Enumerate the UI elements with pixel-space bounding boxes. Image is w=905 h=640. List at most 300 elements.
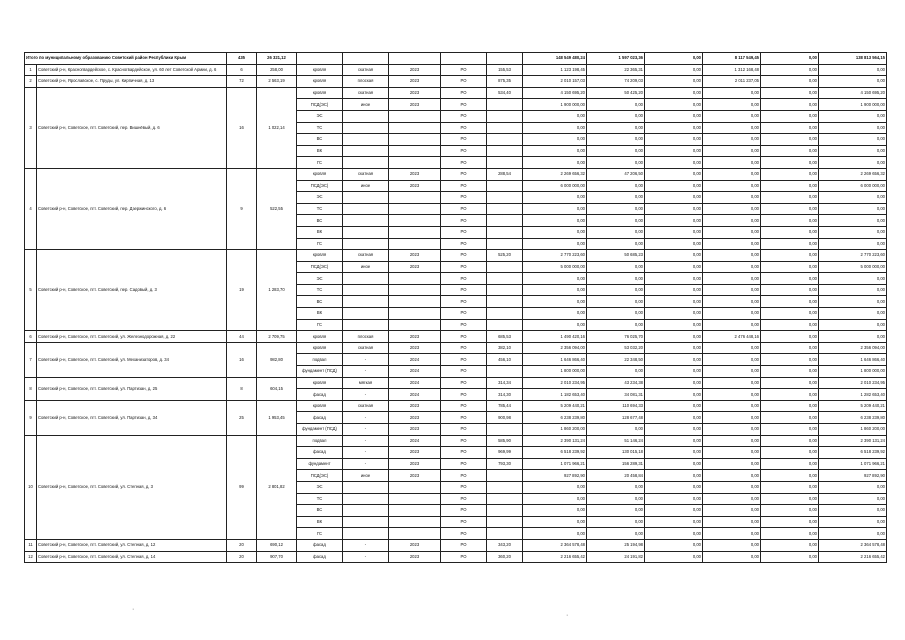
roof-type bbox=[343, 319, 389, 331]
work-type: ВС bbox=[297, 134, 343, 146]
operator: РО bbox=[441, 273, 487, 285]
work-volume bbox=[487, 110, 523, 122]
fund-regional: 0,00 bbox=[703, 250, 761, 262]
house-number: 10 bbox=[25, 435, 37, 539]
work-cost: 927 892,90 bbox=[523, 470, 587, 482]
fund-owners: 6 238 239,80 bbox=[819, 412, 887, 424]
work-type: фундамент (ПСД) bbox=[297, 366, 343, 378]
roof-type: - bbox=[343, 447, 389, 459]
roof-type: мягкая bbox=[343, 377, 389, 389]
specific-cost: 0,00 bbox=[587, 238, 645, 250]
repair-year: 2024 bbox=[389, 389, 441, 401]
repair-year: 2024 bbox=[389, 366, 441, 378]
work-cost: 6 000 000,00 bbox=[523, 180, 587, 192]
fund-federal: 0,00 bbox=[645, 284, 703, 296]
work-volume bbox=[487, 493, 523, 505]
fund-local: 0,00 bbox=[761, 424, 819, 436]
work-volume bbox=[487, 238, 523, 250]
fund-owners: 1 282 653,40 bbox=[819, 389, 887, 401]
fund-owners: 0,00 bbox=[819, 528, 887, 540]
fund-owners: 0,00 bbox=[819, 192, 887, 204]
work-cost: 0,00 bbox=[523, 528, 587, 540]
fund-federal: 0,00 bbox=[645, 342, 703, 354]
work-volume bbox=[487, 284, 523, 296]
specific-cost: 0,00 bbox=[587, 110, 645, 122]
work-type: ГС bbox=[297, 157, 343, 169]
specific-cost: 156 289,31 bbox=[587, 458, 645, 470]
operator: РО bbox=[441, 539, 487, 551]
operator: РО bbox=[441, 76, 487, 88]
fund-owners: 0,00 bbox=[819, 273, 887, 285]
work-cost: 0,00 bbox=[523, 516, 587, 528]
roof-type: - bbox=[343, 458, 389, 470]
work-cost: 0,00 bbox=[523, 122, 587, 134]
specific-cost: 0,00 bbox=[587, 203, 645, 215]
operator: РО bbox=[441, 99, 487, 111]
fund-regional: 0,00 bbox=[703, 470, 761, 482]
fund-regional: 0,00 bbox=[703, 424, 761, 436]
fund-regional: 0,00 bbox=[703, 308, 761, 320]
specific-cost: 130 015,18 bbox=[587, 447, 645, 459]
house-number: 3 bbox=[25, 87, 37, 168]
house-area: 258,00 bbox=[257, 64, 297, 76]
fund-local: 0,00 bbox=[761, 145, 819, 157]
fund-local: 0,00 bbox=[761, 377, 819, 389]
total-area: 26 321,12 bbox=[257, 53, 297, 65]
fund-local: 0,00 bbox=[761, 215, 819, 227]
work-volume: 969,99 bbox=[487, 447, 523, 459]
fund-federal: 0,00 bbox=[645, 493, 703, 505]
work-volume bbox=[487, 470, 523, 482]
roof-type bbox=[343, 296, 389, 308]
table-row bbox=[25, 331, 887, 343]
house-number: 11 bbox=[25, 539, 37, 551]
fund-federal: 0,00 bbox=[645, 296, 703, 308]
fund-regional: 0,00 bbox=[703, 493, 761, 505]
repair-year: 2023 bbox=[389, 331, 441, 343]
work-cost: 2 269 656,32 bbox=[523, 168, 587, 180]
house-number: 9 bbox=[25, 400, 37, 435]
roof-type: - bbox=[343, 424, 389, 436]
work-cost: 0,00 bbox=[523, 110, 587, 122]
fund-federal: 0,00 bbox=[645, 273, 703, 285]
fund-regional: 0,00 bbox=[703, 273, 761, 285]
house-address: Советский р-н, Советское, пгт. Советский, ул. Железнодорожная, д. 22 bbox=[37, 331, 227, 343]
fund-owners: 0,00 bbox=[819, 516, 887, 528]
operator: РО bbox=[441, 377, 487, 389]
fund-owners: 2 356 094,00 bbox=[819, 342, 887, 354]
fund-local: 0,00 bbox=[761, 261, 819, 273]
specific-cost: 0,00 bbox=[587, 493, 645, 505]
work-cost: 1 800 000,00 bbox=[523, 366, 587, 378]
work-type: кровля bbox=[297, 64, 343, 76]
work-type: подвал bbox=[297, 354, 343, 366]
fund-regional: 0,00 bbox=[703, 551, 761, 563]
house-residents: 16 bbox=[227, 342, 257, 377]
work-volume: 534,40 bbox=[487, 87, 523, 99]
fund-local: 0,00 bbox=[761, 308, 819, 320]
specific-cost: 0,00 bbox=[587, 424, 645, 436]
roof-type bbox=[343, 226, 389, 238]
fund-regional: 0,00 bbox=[703, 296, 761, 308]
house-number: 2 bbox=[25, 76, 37, 88]
fund-local: 0,00 bbox=[761, 539, 819, 551]
repair-year: 2023 bbox=[389, 87, 441, 99]
work-cost: 1 182 653,40 bbox=[523, 389, 587, 401]
house-number: 5 bbox=[25, 250, 37, 331]
fund-owners: 5 209 440,21 bbox=[819, 400, 887, 412]
specific-cost: 0,00 bbox=[587, 215, 645, 227]
specific-cost: 24 191,82 bbox=[587, 551, 645, 563]
fund-owners: 1 800 000,00 bbox=[819, 366, 887, 378]
fund-regional: 0,00 bbox=[703, 226, 761, 238]
roof-type: - bbox=[343, 412, 389, 424]
fund-regional: 0,00 bbox=[703, 412, 761, 424]
operator: РО bbox=[441, 331, 487, 343]
fund-regional: 0,00 bbox=[703, 481, 761, 493]
scan-artifact: · bbox=[566, 612, 569, 619]
fund-regional: 0,00 bbox=[703, 134, 761, 146]
fund-regional: 0,00 bbox=[703, 389, 761, 401]
specific-cost: 0,00 bbox=[587, 528, 645, 540]
fund-owners: 0,00 bbox=[819, 145, 887, 157]
work-volume: 785,44 bbox=[487, 400, 523, 412]
work-type: ВК bbox=[297, 145, 343, 157]
fund-local: 0,00 bbox=[761, 481, 819, 493]
fund-local: 0,00 bbox=[761, 435, 819, 447]
total-specific-cost: 1 597 023,36 bbox=[587, 53, 645, 65]
fund-federal: 0,00 bbox=[645, 435, 703, 447]
fund-federal: 0,00 bbox=[645, 528, 703, 540]
work-volume bbox=[487, 134, 523, 146]
work-volume bbox=[487, 122, 523, 134]
operator: РО bbox=[441, 319, 487, 331]
repair-year: 2023 bbox=[389, 424, 441, 436]
fund-local: 0,00 bbox=[761, 168, 819, 180]
house-number: 8 bbox=[25, 377, 37, 400]
specific-cost: 0,00 bbox=[587, 284, 645, 296]
work-volume: 382,10 bbox=[487, 342, 523, 354]
repair-year bbox=[389, 122, 441, 134]
work-type: кровля bbox=[297, 331, 343, 343]
work-type: ЭС bbox=[297, 481, 343, 493]
work-cost: 2 364 578,48 bbox=[523, 539, 587, 551]
roof-type bbox=[343, 203, 389, 215]
work-cost: 0,00 bbox=[523, 192, 587, 204]
repair-year: 2023 bbox=[389, 168, 441, 180]
work-volume bbox=[487, 261, 523, 273]
work-cost: 1 123 198,45 bbox=[523, 64, 587, 76]
fund-owners: 0,00 bbox=[819, 308, 887, 320]
operator: РО bbox=[441, 296, 487, 308]
table-row bbox=[25, 400, 887, 412]
specific-cost: 20 458,84 bbox=[587, 470, 645, 482]
work-cost: 0,00 bbox=[523, 226, 587, 238]
fund-regional: 0,00 bbox=[703, 110, 761, 122]
fund-regional: 0,00 bbox=[703, 180, 761, 192]
work-volume bbox=[487, 145, 523, 157]
work-type: подвал bbox=[297, 435, 343, 447]
work-volume bbox=[487, 481, 523, 493]
fund-owners: 2 770 223,60 bbox=[819, 250, 887, 262]
operator: РО bbox=[441, 551, 487, 563]
operator: РО bbox=[441, 261, 487, 273]
house-number: 1 bbox=[25, 64, 37, 76]
roof-type: скатная bbox=[343, 342, 389, 354]
specific-cost: 0,00 bbox=[587, 366, 645, 378]
work-cost: 0,00 bbox=[523, 157, 587, 169]
fund-owners: 0,00 bbox=[819, 203, 887, 215]
fund-federal: 0,00 bbox=[645, 377, 703, 389]
operator: РО bbox=[441, 284, 487, 296]
house-address: Советский р-н, Советское, пгт. Советский, пер. Дзержинского, д. 6 bbox=[37, 168, 227, 249]
repair-year bbox=[389, 516, 441, 528]
roof-type bbox=[343, 134, 389, 146]
fund-owners: 0,00 bbox=[819, 331, 887, 343]
roof-type bbox=[343, 238, 389, 250]
specific-cost: 0,00 bbox=[587, 516, 645, 528]
work-type: ВС bbox=[297, 505, 343, 517]
work-cost: 0,00 bbox=[523, 505, 587, 517]
work-type: фасад bbox=[297, 389, 343, 401]
fund-local: 0,00 bbox=[761, 516, 819, 528]
fund-federal: 0,00 bbox=[645, 516, 703, 528]
house-number: 6 bbox=[25, 331, 37, 343]
fund-regional: 2 476 448,16 bbox=[703, 331, 761, 343]
fund-federal: 0,00 bbox=[645, 412, 703, 424]
work-type: ПСД(ЭС) bbox=[297, 180, 343, 192]
house-residents: 44 bbox=[227, 331, 257, 343]
total-fund-regional: 8 117 549,45 bbox=[703, 53, 761, 65]
roof-type bbox=[343, 493, 389, 505]
work-type: ЭС bbox=[297, 192, 343, 204]
fund-local: 0,00 bbox=[761, 342, 819, 354]
house-area: 907,70 bbox=[257, 551, 297, 563]
work-cost: 0,00 bbox=[523, 203, 587, 215]
repair-year bbox=[389, 284, 441, 296]
fund-federal: 0,00 bbox=[645, 331, 703, 343]
operator: РО bbox=[441, 145, 487, 157]
work-cost: 0,00 bbox=[523, 493, 587, 505]
fund-local: 0,00 bbox=[761, 470, 819, 482]
operator: РО bbox=[441, 389, 487, 401]
repair-year bbox=[389, 296, 441, 308]
table-row bbox=[25, 377, 887, 389]
roof-type bbox=[343, 157, 389, 169]
fund-regional: 0,00 bbox=[703, 528, 761, 540]
fund-local: 0,00 bbox=[761, 366, 819, 378]
operator: РО bbox=[441, 203, 487, 215]
house-residents: 16 bbox=[227, 87, 257, 168]
fund-regional: 0,00 bbox=[703, 354, 761, 366]
work-volume bbox=[487, 226, 523, 238]
work-cost: 2 216 655,42 bbox=[523, 551, 587, 563]
operator: РО bbox=[441, 250, 487, 262]
specific-cost: 0,00 bbox=[587, 122, 645, 134]
specific-cost: 34 081,31 bbox=[587, 389, 645, 401]
fund-owners: 0,00 bbox=[819, 238, 887, 250]
specific-cost: 0,00 bbox=[587, 134, 645, 146]
work-type: ГС bbox=[297, 238, 343, 250]
specific-cost: 76 025,70 bbox=[587, 331, 645, 343]
repair-year bbox=[389, 226, 441, 238]
fund-local: 0,00 bbox=[761, 331, 819, 343]
house-area: 1 283,70 bbox=[257, 250, 297, 331]
specific-cost: 0,00 bbox=[587, 157, 645, 169]
repair-year: 2023 bbox=[389, 447, 441, 459]
total-count: 435 bbox=[227, 53, 257, 65]
work-cost: 1 860 200,00 bbox=[523, 424, 587, 436]
work-type: фасад bbox=[297, 412, 343, 424]
work-type: ПСД(ЭС) bbox=[297, 261, 343, 273]
house-area: 1 953,45 bbox=[257, 400, 297, 435]
roof-type bbox=[343, 192, 389, 204]
roof-type bbox=[343, 215, 389, 227]
work-type: фасад bbox=[297, 447, 343, 459]
repair-year: 2023 bbox=[389, 400, 441, 412]
work-cost: 1 900 000,00 bbox=[523, 99, 587, 111]
house-residents: 8 bbox=[227, 377, 257, 400]
house-number: 7 bbox=[25, 342, 37, 377]
roof-type: плоская bbox=[343, 76, 389, 88]
operator: РО bbox=[441, 168, 487, 180]
table-row bbox=[25, 435, 887, 447]
fund-local: 0,00 bbox=[761, 354, 819, 366]
work-volume bbox=[487, 516, 523, 528]
work-type: фасад bbox=[297, 551, 343, 563]
table-row bbox=[25, 539, 887, 551]
fund-federal: 0,00 bbox=[645, 539, 703, 551]
specific-cost: 0,00 bbox=[587, 261, 645, 273]
table-body bbox=[25, 53, 887, 563]
fund-regional: 0,00 bbox=[703, 400, 761, 412]
specific-cost: 0,00 bbox=[587, 481, 645, 493]
fund-regional: 0,00 bbox=[703, 168, 761, 180]
operator: РО bbox=[441, 122, 487, 134]
fund-federal: 0,00 bbox=[645, 400, 703, 412]
work-volume bbox=[487, 528, 523, 540]
work-cost: 0,00 bbox=[523, 215, 587, 227]
house-address: Советский р-н, Советское, пгт. Советский, пер. Садовый, д. 3 bbox=[37, 250, 227, 331]
work-cost: 2 356 094,00 bbox=[523, 342, 587, 354]
fund-regional: 0,00 bbox=[703, 539, 761, 551]
work-volume: 314,30 bbox=[487, 389, 523, 401]
repair-year bbox=[389, 528, 441, 540]
fund-federal: 0,00 bbox=[645, 424, 703, 436]
roof-type bbox=[343, 528, 389, 540]
work-cost: 0,00 bbox=[523, 481, 587, 493]
work-type: ТС bbox=[297, 122, 343, 134]
work-type: фасад bbox=[297, 539, 343, 551]
specific-cost: 25 194,98 bbox=[587, 539, 645, 551]
house-residents: 72 bbox=[227, 76, 257, 88]
fund-owners: 0,00 bbox=[819, 505, 887, 517]
repair-year bbox=[389, 481, 441, 493]
fund-regional: 0,00 bbox=[703, 505, 761, 517]
operator: РО bbox=[441, 447, 487, 459]
fund-local: 0,00 bbox=[761, 528, 819, 540]
specific-cost: 0,00 bbox=[587, 319, 645, 331]
work-volume: 900,98 bbox=[487, 412, 523, 424]
repair-year bbox=[389, 215, 441, 227]
repair-year: 2023 bbox=[389, 539, 441, 551]
roof-type: скатная bbox=[343, 400, 389, 412]
total-fund-local: 0,00 bbox=[761, 53, 819, 65]
repair-year: 2023 bbox=[389, 64, 441, 76]
work-volume: 343,20 bbox=[487, 539, 523, 551]
repair-year: 2023 bbox=[389, 342, 441, 354]
fund-federal: 0,00 bbox=[645, 226, 703, 238]
work-cost: 0,00 bbox=[523, 296, 587, 308]
fund-local: 0,00 bbox=[761, 458, 819, 470]
repair-year: 2023 bbox=[389, 551, 441, 563]
work-type: кровля bbox=[297, 342, 343, 354]
fund-local: 0,00 bbox=[761, 389, 819, 401]
work-cost: 0,00 bbox=[523, 145, 587, 157]
operator: РО bbox=[441, 354, 487, 366]
house-residents: 19 bbox=[227, 250, 257, 331]
fund-federal: 0,00 bbox=[645, 551, 703, 563]
fund-local: 0,00 bbox=[761, 551, 819, 563]
roof-type: плоская bbox=[343, 331, 389, 343]
work-cost: 4 150 695,20 bbox=[523, 87, 587, 99]
fund-regional: 0,00 bbox=[703, 203, 761, 215]
work-volume: 155,53 bbox=[487, 64, 523, 76]
work-volume bbox=[487, 308, 523, 320]
fund-regional: 0,00 bbox=[703, 435, 761, 447]
work-type: ГС bbox=[297, 319, 343, 331]
table-row bbox=[25, 76, 887, 88]
fund-federal: 0,00 bbox=[645, 308, 703, 320]
repair-year bbox=[389, 110, 441, 122]
work-cost: 0,00 bbox=[523, 273, 587, 285]
work-cost: 0,00 bbox=[523, 319, 587, 331]
repair-year bbox=[389, 505, 441, 517]
work-volume bbox=[487, 273, 523, 285]
fund-owners: 0,00 bbox=[819, 215, 887, 227]
fund-federal: 0,00 bbox=[645, 470, 703, 482]
table-row bbox=[25, 64, 887, 76]
fund-federal: 0,00 bbox=[645, 261, 703, 273]
fund-local: 0,00 bbox=[761, 192, 819, 204]
house-residents: 6 bbox=[227, 64, 257, 76]
fund-owners: 5 000 000,00 bbox=[819, 261, 887, 273]
work-volume: 685,53 bbox=[487, 331, 523, 343]
fund-owners: 0,00 bbox=[819, 226, 887, 238]
fund-local: 0,00 bbox=[761, 226, 819, 238]
work-type: кровля bbox=[297, 168, 343, 180]
total-cost: 148 549 480,24 bbox=[523, 53, 587, 65]
specific-cost: 0,00 bbox=[587, 99, 645, 111]
fund-owners: 2 364 578,48 bbox=[819, 539, 887, 551]
fund-owners: 0,00 bbox=[819, 157, 887, 169]
house-address: Советский р-н, Красногвардейское, с. Красногвардейское, ул. 60 лет Советской Армии, д. 6 bbox=[37, 64, 227, 76]
fund-local: 0,00 bbox=[761, 319, 819, 331]
roof-type bbox=[343, 481, 389, 493]
specific-cost: 0,00 bbox=[587, 308, 645, 320]
specific-cost: 53 032,20 bbox=[587, 342, 645, 354]
fund-local: 0,00 bbox=[761, 400, 819, 412]
work-volume bbox=[487, 424, 523, 436]
house-residents: 20 bbox=[227, 539, 257, 551]
operator: РО bbox=[441, 110, 487, 122]
fund-local: 0,00 bbox=[761, 87, 819, 99]
fund-federal: 0,00 bbox=[645, 110, 703, 122]
fund-owners: 0,00 bbox=[819, 493, 887, 505]
repair-year: 2023 bbox=[389, 470, 441, 482]
operator: РО bbox=[441, 308, 487, 320]
work-type: ТС bbox=[297, 284, 343, 296]
